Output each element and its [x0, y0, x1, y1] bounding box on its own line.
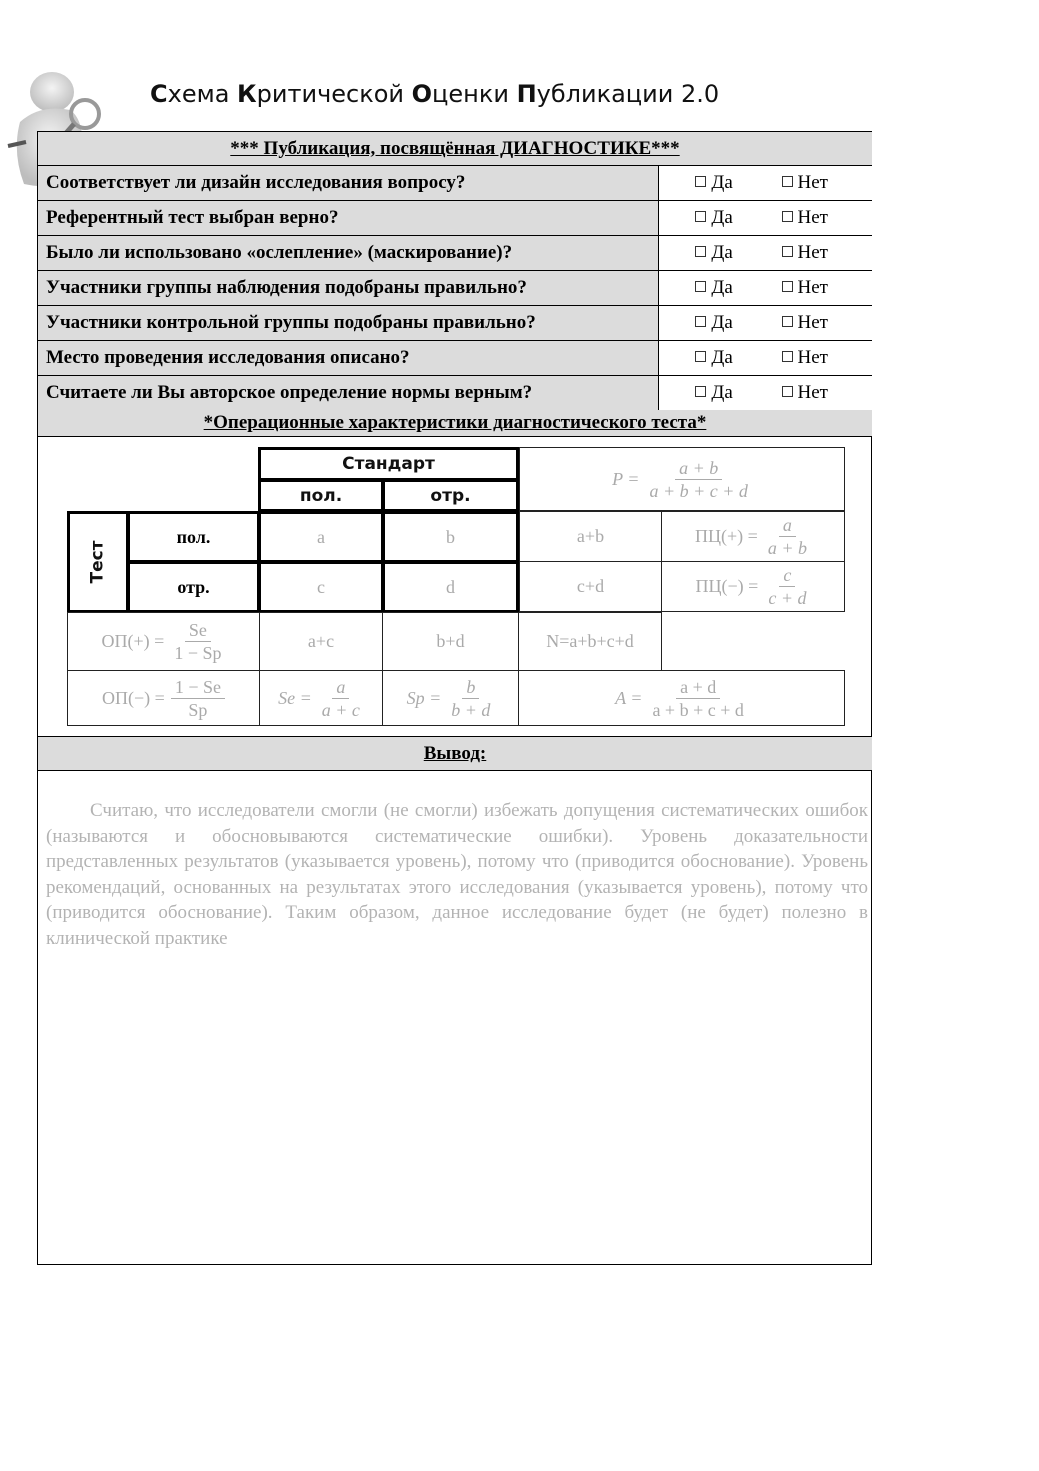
sum-b-d: b+d	[382, 612, 519, 671]
standard-neg-header: отр.	[382, 479, 519, 512]
standard-pos-header: пол.	[258, 479, 384, 512]
fraction: $\frac{a + d}{a + b + c + d}$	[652, 676, 744, 720]
cell-b: b	[382, 511, 519, 563]
checkbox-no[interactable]: Нет	[782, 207, 850, 228]
prevalence-formula: P = $\frac{a + b}{a + b + c + d}$	[519, 447, 845, 511]
question-text: Было ли использовано «ослепление» (маскирование)?	[38, 236, 659, 270]
fraction: $\frac{c}{c + d}$	[768, 565, 807, 608]
checkbox-icon	[782, 351, 793, 362]
specificity-formula: Sp = $\frac{b}{b + d}$	[382, 670, 519, 726]
checkbox-icon	[695, 246, 706, 257]
checkbox-icon	[695, 351, 706, 362]
conclusion-title: Вывод:	[38, 736, 872, 771]
checkbox-yes[interactable]: Да	[695, 242, 754, 263]
question-row	[38, 306, 872, 341]
checkbox-icon	[782, 211, 793, 222]
checkbox-no[interactable]: Нет	[782, 242, 850, 263]
test-pos-header: пол.	[127, 511, 260, 563]
checkbox-icon	[695, 386, 706, 397]
answer-options	[659, 166, 872, 200]
question-text: Участники группы наблюдения подобраны правильно?	[38, 271, 659, 305]
question-text: Соответствует ли дизайн исследования вопросу?	[38, 166, 659, 200]
lr-negative-formula: ОП(−) = $\frac{1 - Se}{Sp}$	[67, 670, 260, 726]
fraction: $\frac{a}{a + b}$	[767, 515, 807, 558]
page-title	[150, 80, 719, 108]
question-row	[38, 201, 872, 236]
checkbox-yes[interactable]: Да	[695, 172, 754, 193]
question-text: Референтный тест выбран верно?	[38, 201, 659, 235]
question-text: Место проведения исследования описано?	[38, 341, 659, 375]
checkbox-no[interactable]: Нет	[782, 277, 850, 298]
checkbox-icon	[695, 316, 706, 327]
accuracy-formula: A = $\frac{a + d}{a + b + c + d}$	[518, 670, 845, 726]
fraction: $\frac{1 - Se}{Sp}$	[171, 676, 225, 721]
checkbox-icon	[782, 176, 793, 187]
fraction: $\frac{a}{a + c}$	[321, 676, 360, 720]
checkbox-icon	[782, 386, 793, 397]
checkbox-icon	[782, 316, 793, 327]
title-part: Критической	[237, 80, 412, 108]
ppv-formula: ПЦ(+) = $\frac{a}{a + b}$	[661, 511, 845, 562]
total-n: N=a+b+c+d	[518, 612, 662, 671]
sensitivity-formula: Se = $\frac{a}{a + c}$	[259, 670, 383, 726]
sum-c-d: c+d	[519, 561, 662, 612]
checkbox-yes[interactable]: Да	[695, 312, 754, 333]
fraction: $\frac{Se}{1 - Sp}$	[174, 620, 222, 663]
checkbox-icon	[695, 281, 706, 292]
answer-options	[659, 306, 872, 340]
answer-options	[659, 201, 872, 235]
fraction: $\frac{a + b}{a + b + c + d}$	[649, 457, 748, 501]
checkbox-no[interactable]: Нет	[782, 172, 850, 193]
lr-positive-formula: ОП(+) = $\frac{Se}{1 - Sp}$	[67, 612, 260, 671]
checkbox-no[interactable]: Нет	[782, 347, 850, 368]
sum-a-c: a+c	[259, 612, 383, 671]
checkbox-yes[interactable]: Да	[695, 277, 754, 298]
question-row	[38, 271, 872, 306]
answer-options	[659, 236, 872, 270]
checkbox-no[interactable]: Нет	[782, 312, 850, 333]
section-title: *** Публикация, посвящённая ДИАГНОСТИКЕ***	[38, 132, 872, 166]
fraction: $\frac{b}{b + d}$	[451, 676, 491, 720]
npv-formula: ПЦ(−) = $\frac{c}{c + d}$	[661, 561, 845, 612]
checkbox-icon	[695, 176, 706, 187]
checkbox-icon	[782, 281, 793, 292]
question-row	[38, 341, 872, 376]
answer-options	[659, 376, 872, 410]
test-label-cell: Тест	[67, 511, 129, 613]
checkbox-yes[interactable]: Да	[695, 382, 754, 403]
title-part: Схема	[150, 80, 238, 108]
answer-options	[659, 271, 872, 305]
answer-options	[659, 341, 872, 375]
sum-a-b: a+b	[519, 511, 662, 562]
cell-c: c	[258, 561, 384, 613]
checkbox-icon	[695, 211, 706, 222]
question-row	[38, 166, 872, 201]
standard-header: Стандарт	[258, 447, 519, 481]
operational-characteristics-title: *Операционные характеристики диагностического теста*	[38, 410, 872, 437]
checkbox-yes[interactable]: Да	[695, 207, 754, 228]
question-text: Участники контрольной группы подобраны правильно?	[38, 306, 659, 340]
question-row	[38, 376, 872, 411]
question-row	[38, 236, 872, 271]
cell-a: a	[258, 511, 384, 563]
checkbox-yes[interactable]: Да	[695, 347, 754, 368]
cell-d: d	[382, 561, 519, 613]
checkbox-no[interactable]: Нет	[782, 382, 850, 403]
title-part: Публикации 2.0	[516, 80, 720, 108]
question-text: Считаете ли Вы авторское определение нормы верным?	[38, 376, 659, 410]
test-neg-header: отр.	[127, 561, 260, 613]
conclusion-text[interactable]: Считаю, что исследователи смогли (не смогли) избежать допущения систематических ошибок (называются и обосновываются систематические ошибки). Уровень доказательности представленных результатов (указывается уровень), потому что (приводится обоснование). Уровень рекомендаций, основанных на результатах этого исследования (указывается уровень), потому что (приводится обоснование). Таким образом, данное исследование будет (не будет) полезно в клинической практике	[46, 800, 868, 949]
title-part: Оценки	[411, 80, 517, 108]
checkbox-icon	[782, 246, 793, 257]
